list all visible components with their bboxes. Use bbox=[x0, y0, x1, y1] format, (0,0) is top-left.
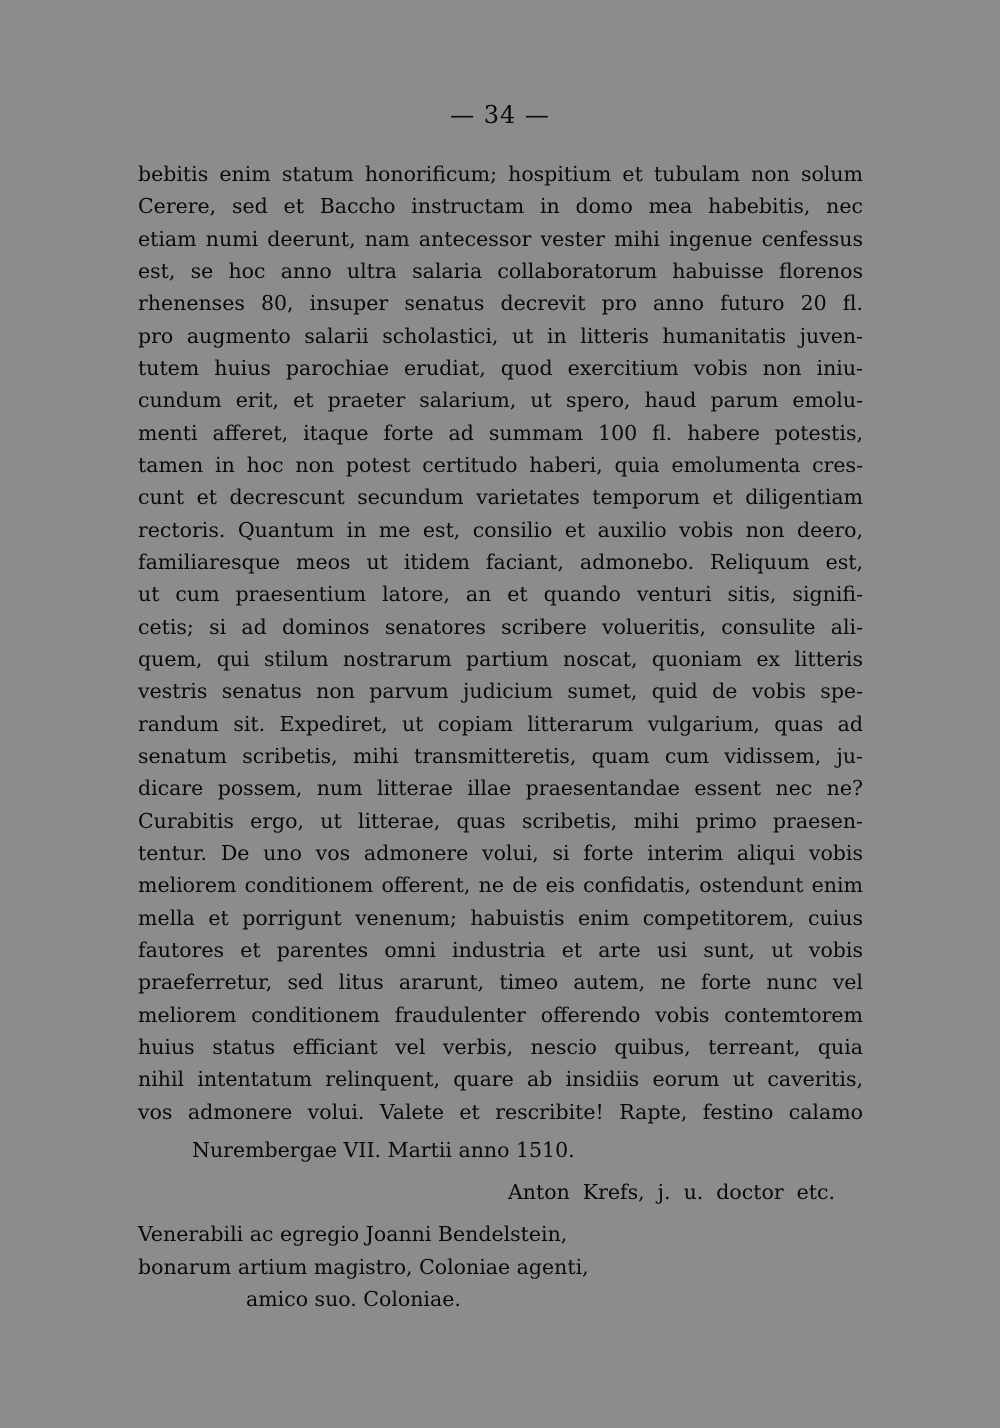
text-line: vestris senatus non parvum judicium sumet, quid de vobis spe- bbox=[138, 679, 863, 704]
text-line: fautores et parentes omni industria et arte usi sunt, ut vobis bbox=[138, 937, 863, 962]
text-line: praeferretur, sed litus ararunt, timeo autem, ne forte nunc vel bbox=[138, 970, 863, 995]
text-line: quem, qui stilum nostrarum partium noscat, quoniam ex litteris bbox=[138, 646, 863, 671]
text-line: tutem huius parochiae erudiat, quod exercitium vobis non iniu- bbox=[138, 355, 863, 380]
text-line: randum sit. Expediret, ut copiam litterarum vulgarium, quas ad bbox=[138, 711, 863, 736]
text-line: bebitis enim statum honorificum; hospitium et tubulam non solum bbox=[138, 162, 863, 186]
signature: Anton Krefs, j. u. doctor etc. bbox=[508, 1180, 835, 1204]
text-line: rectoris. Quantum in me est, consilio et auxilio vobis non deero, bbox=[138, 517, 863, 542]
text-line: meliorem conditionem offerent, ne de eis confidatis, ostendunt enim bbox=[138, 873, 863, 898]
text-line: familiaresque meos ut itidem faciant, admonebo. Reliquum est, bbox=[138, 549, 863, 574]
text-line: nihil intentatum relinquent, quare ab insidiis eorum ut caveritis, bbox=[138, 1067, 863, 1092]
text-line: cunt et decrescunt secundum varietates temporum et diligentiam bbox=[138, 485, 863, 510]
address-block bbox=[138, 1218, 589, 1316]
text-line: Curabitis ergo, ut litterae, quas scribetis, mihi primo praesen- bbox=[138, 808, 863, 833]
address-line: amico suo. Coloniae. bbox=[246, 1287, 461, 1311]
text-line: menti afferet, itaque forte ad summam 100 fl. habere potestis, bbox=[138, 420, 863, 445]
text-line: cundum erit, et praeter salarium, ut spero, haud parum emolu- bbox=[138, 388, 863, 413]
text-line: senatum scribetis, mihi transmitteretis, quam cum vidissem, ju- bbox=[138, 743, 863, 768]
text-line: cetis; si ad dominos senatores scribere volueritis, consulite ali- bbox=[138, 614, 863, 639]
text-line: vos admonere volui. Valete et rescribite! Rapte, festino calamo bbox=[138, 1099, 863, 1124]
text-line: Cerere, sed et Baccho instructam in domo mea habebitis, nec bbox=[138, 194, 863, 219]
text-line: rhenenses 80, insuper senatus decrevit pro anno futuro 20 fl. bbox=[138, 291, 863, 316]
page-number: — 34 — bbox=[450, 101, 550, 129]
text-line: est, se hoc anno ultra salaria collaboratorum habuisse florenos bbox=[138, 258, 863, 283]
text-line: huius status efficiant vel verbis, nescio quibus, terreant, quia bbox=[138, 1034, 863, 1059]
text-line: mella et porrigunt venenum; habuistis enim competitorem, cuius bbox=[138, 905, 863, 930]
text-line: ut cum praesentium latore, an et quando venturi sitis, signifi- bbox=[138, 582, 863, 607]
address-line: bonarum artium magistro, Coloniae agenti, bbox=[138, 1254, 589, 1279]
dateline: Nurembergae VII. Martii anno 1510. bbox=[192, 1138, 575, 1162]
text-line: dicare possem, num litterae illae praesentandae essent nec ne? bbox=[138, 776, 863, 801]
letter-body bbox=[138, 158, 863, 1128]
text-line: etiam numi deerunt, nam antecessor vester mihi ingenue cenfessus bbox=[138, 226, 863, 251]
text-line: tentur. De uno vos admonere volui, si forte interim aliqui vobis bbox=[138, 840, 863, 865]
text-line: pro augmento salarii scholastici, ut in litteris humanitatis juven- bbox=[138, 323, 863, 348]
address-line: Venerabili ac egregio Joanni Bendelstein, bbox=[138, 1222, 568, 1246]
text-line: meliorem conditionem fraudulenter offerendo vobis contemtorem bbox=[138, 1002, 863, 1027]
text-line: tamen in hoc non potest certitudo haberi, quia emolumenta cres- bbox=[138, 452, 863, 477]
